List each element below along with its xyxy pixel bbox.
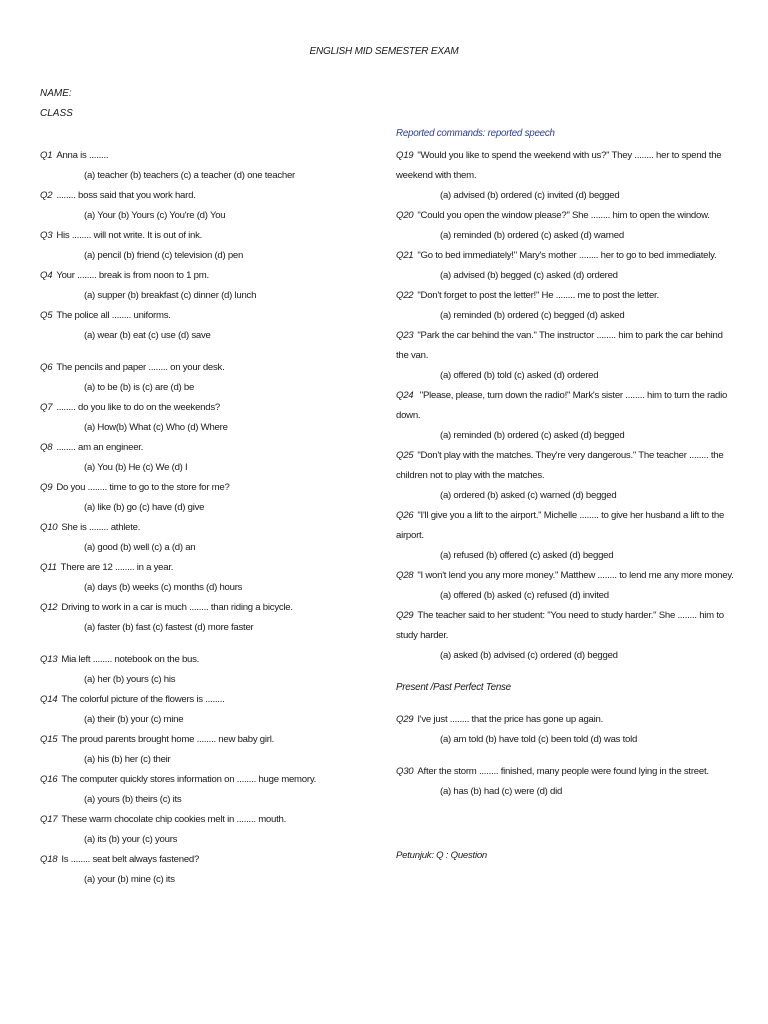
question-item (40, 438, 390, 478)
question-item (396, 206, 736, 246)
question-body: There are 12 ........ in a year. (60, 562, 174, 573)
answer-options: (a) ordered (b) asked (c) warned (d) begged (440, 490, 617, 501)
question-text (40, 358, 390, 378)
answer-options: (a) like (b) go (c) have (d) give (84, 502, 205, 513)
answer-options: (a) reminded (b) ordered (c) begged (d) asked (440, 310, 625, 321)
question-body: The proud parents brought home ........ new baby girl. (61, 734, 275, 745)
question-item (40, 266, 390, 306)
question-text (396, 506, 736, 546)
section-heading-perfect-tense: Present /Past Perfect Tense (396, 682, 511, 693)
question-text (40, 850, 390, 870)
question-body: The pencils and paper ........ on your desk. (56, 362, 225, 373)
question-number: Q3 (40, 230, 53, 241)
question-number: Q20 (396, 210, 414, 221)
answer-options: (a) faster (b) fast (c) fastest (d) more faster (84, 622, 254, 633)
question-text (396, 206, 736, 226)
answer-options: (a) her (b) yours (c) his (84, 674, 176, 685)
answer-options: (a) his (b) her (c) their (84, 754, 171, 765)
question-number: Q22 (396, 290, 414, 301)
question-item (40, 478, 390, 518)
answer-options: (a) refused (b) offered (c) asked (d) begged (440, 550, 614, 561)
question-body: After the storm ........ finished, many people were found lying in the street. (417, 766, 709, 777)
question-number: Q10 (40, 522, 58, 533)
question-text (40, 558, 390, 578)
question-body: The colorful picture of the flowers is ........ (61, 694, 225, 705)
question-number: Q11 (40, 562, 57, 573)
question-text (40, 770, 390, 790)
question-body: ........ do you like to do on the weekends? (56, 402, 220, 413)
question-item (40, 146, 390, 186)
answer-options: (a) days (b) weeks (c) months (d) hours (84, 582, 243, 593)
question-number: Q29 (396, 714, 414, 725)
question-item (40, 306, 390, 346)
question-number: Q24 (396, 390, 414, 401)
question-item (396, 326, 736, 386)
footer-note: Petunjuk: Q : Question (396, 850, 488, 861)
question-text (396, 566, 736, 586)
question-number: Q25 (396, 450, 414, 461)
question-text (40, 730, 390, 750)
question-item (40, 598, 390, 638)
answer-options: (a) Your (b) Yours (c) You're (d) You (84, 210, 226, 221)
name-label: NAME: (40, 88, 72, 99)
question-text (40, 478, 390, 498)
question-item (396, 146, 736, 206)
question-body: "I'll give you a lift to the airport." Michelle ........ to give her husband a lift to the airport. (396, 510, 725, 541)
answer-options: (a) asked (b) advised (c) ordered (d) begged (440, 650, 618, 661)
question-number: Q2 (40, 190, 53, 201)
answer-options: (a) advised (b) ordered (c) invited (d) begged (440, 190, 620, 201)
right-column (396, 124, 736, 866)
question-text (40, 266, 390, 286)
question-item (40, 558, 390, 598)
question-body: These warm chocolate chip cookies melt in ........ mouth. (61, 814, 287, 825)
left-column (40, 146, 390, 890)
question-number: Q1 (40, 150, 53, 161)
answer-options: (a) wear (b) eat (c) use (d) save (84, 330, 211, 341)
question-item (396, 606, 736, 666)
spacer (40, 346, 390, 358)
question-body: "I won't lend you any more money." Matthew ........ to lend me any more money. (417, 570, 734, 581)
question-item (396, 566, 736, 606)
answer-options: (a) good (b) well (c) a (d) an (84, 542, 196, 553)
question-body: The teacher said to her student: "You need to study harder." She ........ him to study harder. (396, 610, 724, 641)
answer-options: (a) am told (b) have told (c) been told (d) was told (440, 734, 638, 745)
question-item (40, 850, 390, 890)
question-body: Driving to work in a car is much ........ than riding a bicycle. (61, 602, 293, 613)
question-number: Q9 (40, 482, 53, 493)
question-text (40, 598, 390, 618)
question-number: Q8 (40, 442, 53, 453)
question-number: Q21 (396, 250, 414, 261)
answer-options: (a) advised (b) begged (c) asked (d) ordered (440, 270, 618, 281)
answer-options: (a) offered (b) told (c) asked (d) ordered (440, 370, 599, 381)
question-body: ........ boss said that you work hard. (56, 190, 196, 201)
spacer (40, 638, 390, 650)
question-text (40, 650, 390, 670)
question-number: Q28 (396, 570, 414, 581)
question-item (40, 358, 390, 398)
question-body: "Don't forget to post the letter!" He ........ me to post the letter. (417, 290, 659, 301)
answer-options: (a) offered (b) asked (c) refused (d) invited (440, 590, 609, 601)
question-body: ........ am an engineer. (56, 442, 144, 453)
question-item (40, 398, 390, 438)
answer-options: (a) has (b) had (c) were (d) did (440, 786, 563, 797)
answer-options: (a) their (b) your (c) mine (84, 714, 184, 725)
question-body: "Please, please, turn down the radio!" Mark's sister ........ him to turn the radio down. (396, 390, 728, 421)
question-text (40, 306, 390, 326)
question-body: Do you ........ time to go to the store for me? (56, 482, 230, 493)
answer-options: (a) How(b) What (c) Who (d) Where (84, 422, 228, 433)
answer-options: (a) You (b) He (c) We (d) I (84, 462, 188, 473)
class-label: CLASS (40, 108, 73, 119)
question-body: "Go to bed immediately!" Mary's mother ........ her to go to bed immediately. (417, 250, 717, 261)
section-heading-reported-speech: Reported commands: reported speech (396, 128, 555, 139)
answer-options: (a) pencil (b) friend (c) television (d) pen (84, 250, 244, 261)
question-item (396, 446, 736, 506)
question-item (396, 246, 736, 286)
question-text (396, 710, 736, 730)
exam-title: ENGLISH MID SEMESTER EXAM (309, 46, 459, 57)
question-item (396, 386, 736, 446)
question-body: "Would you like to spend the weekend with us?" They ........ her to spend the weekend with them. (396, 150, 722, 181)
answer-options: (a) to be (b) is (c) are (d) be (84, 382, 195, 393)
question-item (40, 226, 390, 266)
question-number: Q19 (396, 150, 414, 161)
question-text (396, 762, 736, 782)
question-item (40, 770, 390, 810)
question-number: Q14 (40, 694, 58, 705)
question-text (396, 386, 736, 426)
answer-options: (a) its (b) your (c) yours (84, 834, 178, 845)
question-item (40, 730, 390, 770)
question-body: I've just ........ that the price has gone up again. (417, 714, 604, 725)
question-body: Is ........ seat belt always fastened? (61, 854, 200, 865)
question-body: Anna is ........ (56, 150, 109, 161)
question-text (40, 186, 390, 206)
question-body: His ........ will not write. It is out of ink. (56, 230, 203, 241)
question-number: Q13 (40, 654, 58, 665)
question-item (396, 710, 736, 750)
question-number: Q15 (40, 734, 58, 745)
answer-options: (a) your (b) mine (c) its (84, 874, 175, 885)
question-body: "Don't play with the matches. They're very dangerous." The teacher ........ the children not to play with the matches. (396, 450, 724, 481)
question-text (40, 518, 390, 538)
question-body: "Could you open the window please?" She ........ him to open the window. (417, 210, 710, 221)
question-number: Q23 (396, 330, 414, 341)
answer-options: (a) teacher (b) teachers (c) a teacher (d) one teacher (84, 170, 295, 181)
question-number: Q5 (40, 310, 53, 321)
question-item (396, 762, 736, 802)
question-number: Q18 (40, 854, 58, 865)
question-text (396, 246, 736, 266)
question-item (40, 690, 390, 730)
question-text (40, 438, 390, 458)
question-text (396, 446, 736, 486)
question-text (40, 810, 390, 830)
question-number: Q4 (40, 270, 53, 281)
question-body: Your ........ break is from noon to 1 pm. (56, 270, 209, 281)
question-number: Q6 (40, 362, 53, 373)
answer-options: (a) yours (b) theirs (c) its (84, 794, 182, 805)
question-item (396, 506, 736, 566)
question-body: "Park the car behind the van." The instructor ........ him to park the car behind the van. (396, 330, 723, 361)
question-number: Q12 (40, 602, 58, 613)
answer-options: (a) reminded (b) ordered (c) asked (d) warned (440, 230, 624, 241)
question-number: Q16 (40, 774, 58, 785)
question-text (40, 146, 390, 166)
question-number: Q30 (396, 766, 414, 777)
question-number: Q7 (40, 402, 53, 413)
question-body: Mia left ........ notebook on the bus. (61, 654, 200, 665)
question-item (396, 286, 736, 326)
question-item (40, 810, 390, 850)
question-item (40, 186, 390, 226)
answer-options: (a) supper (b) breakfast (c) dinner (d) lunch (84, 290, 257, 301)
question-text (396, 606, 736, 646)
question-body: The police all ........ uniforms. (56, 310, 171, 321)
question-text (40, 226, 390, 246)
question-text (396, 286, 736, 306)
question-text (396, 326, 736, 366)
spacer (396, 750, 736, 762)
question-item (40, 518, 390, 558)
question-text (40, 398, 390, 418)
answer-options: (a) reminded (b) ordered (c) asked (d) begged (440, 430, 625, 441)
question-number: Q17 (40, 814, 58, 825)
question-body: The computer quickly stores information on ........ huge memory. (61, 774, 317, 785)
question-text (396, 146, 736, 186)
question-body: She is ........ athlete. (61, 522, 141, 533)
question-item (40, 650, 390, 690)
question-number: Q29 (396, 610, 414, 621)
question-number: Q26 (396, 510, 414, 521)
question-text (40, 690, 390, 710)
